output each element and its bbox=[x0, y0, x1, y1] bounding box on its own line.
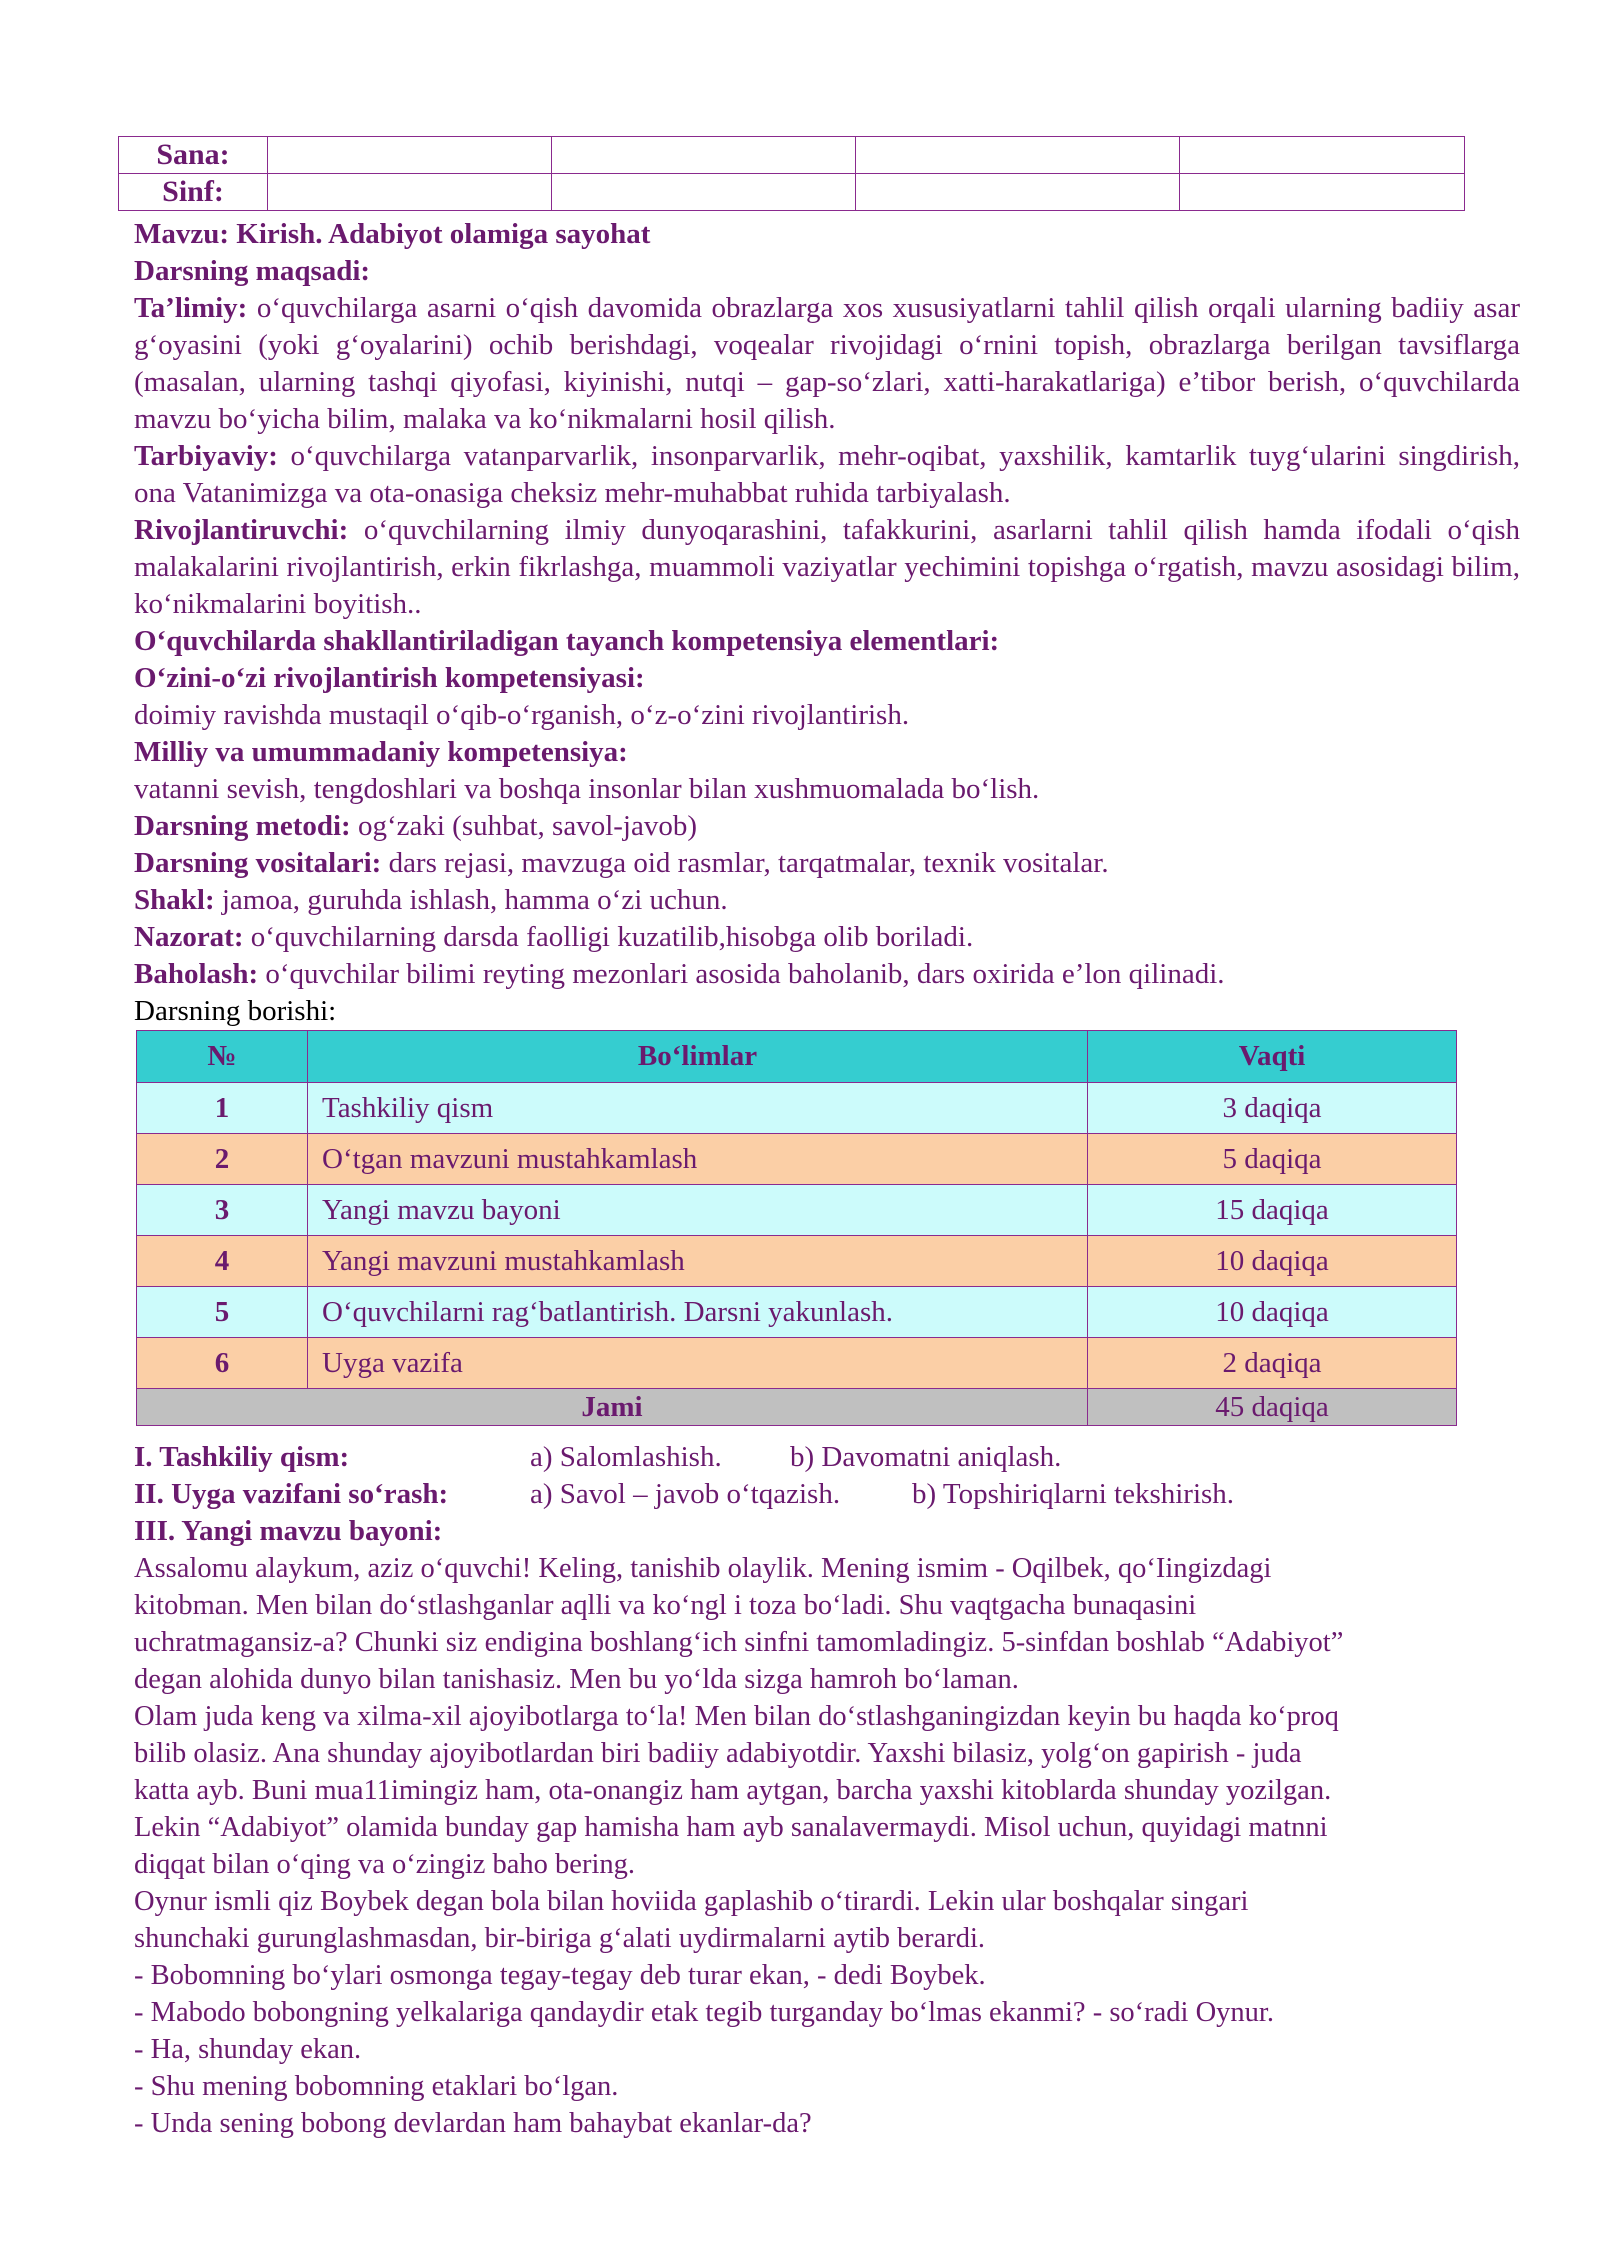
section-1-b: b) Davomatni aniqlash. bbox=[790, 1441, 1062, 1473]
section-1-label: I. Tashkiliy qism: bbox=[134, 1441, 350, 1473]
row-time: 10 daqiqa bbox=[1088, 1287, 1457, 1338]
body-line: uchratmagansiz-a? Chunki siz endigina boshlang‘ich sinfni tamomladingiz. 5-sinfdan boshlab “Adabiyot” bbox=[134, 1627, 1344, 1658]
table-row bbox=[137, 1185, 1457, 1236]
row-section: Tashkiliy qism bbox=[308, 1083, 1088, 1134]
lesson-topic bbox=[134, 216, 1520, 253]
goal-rivojlantiruvchi bbox=[134, 512, 1520, 623]
body-line: Assalomu alaykum, aziz o‘quvchi! Keling, tanishib olaylik. Mening ismim - Oqilbek, qo‘Iingizdagi bbox=[134, 1553, 1272, 1584]
row-number: 3 bbox=[137, 1185, 308, 1236]
sana-cell bbox=[1180, 137, 1465, 174]
body-line: diqqat bilan o‘qing va o‘zingiz baho bering. bbox=[134, 1849, 635, 1880]
competency-national-text bbox=[134, 771, 1520, 808]
schedule-total-row bbox=[137, 1389, 1457, 1426]
method-line bbox=[134, 808, 1520, 845]
competency-national bbox=[134, 734, 1520, 771]
table-row bbox=[137, 1134, 1457, 1185]
form-label: Shakl: bbox=[134, 884, 215, 916]
body-line: Olam juda keng va xilma-xil ajoyibotlarga to‘la! Men bilan do‘stlashganingizdan keyin bu haqda ko‘proq bbox=[134, 1701, 1339, 1732]
sinf-cell bbox=[856, 174, 1180, 211]
body-line: - Shu mening bobomning etaklari bo‘lgan. bbox=[134, 2071, 619, 2102]
goals-label: Darsning maqsadi: bbox=[134, 255, 371, 287]
method-text: og‘zaki (suhbat, savol-javob) bbox=[350, 810, 697, 842]
section-1-a: a) Salomlashish. bbox=[530, 1441, 722, 1473]
lesson-schedule-table bbox=[136, 1030, 1457, 1426]
row-section: Uyga vazifa bbox=[308, 1338, 1088, 1389]
section-2-b: b) Topshiriqlarni tekshirish. bbox=[912, 1478, 1235, 1510]
control-line bbox=[134, 919, 1520, 956]
form-line bbox=[134, 882, 1520, 919]
goal-tarbiyaviy bbox=[134, 438, 1520, 512]
body-text bbox=[134, 1550, 1520, 2142]
row-section: O‘quvchilarni rag‘batlantirish. Darsni yakunlash. bbox=[308, 1287, 1088, 1338]
row-number: 5 bbox=[137, 1287, 308, 1338]
row-section: Yangi mavzu bayoni bbox=[308, 1185, 1088, 1236]
sinf-label: Sinf: bbox=[119, 174, 268, 211]
tools-line bbox=[134, 845, 1520, 882]
section-3 bbox=[134, 1513, 1520, 1550]
sinf-cell bbox=[268, 174, 552, 211]
sana-cell bbox=[268, 137, 552, 174]
row-number: 1 bbox=[137, 1083, 308, 1134]
grading-label: Baholash: bbox=[134, 958, 259, 990]
schedule-header-row bbox=[137, 1031, 1457, 1083]
body-line: - Bobomning bo‘ylari osmonga tegay-tegay deb turar ekan, - dedi Boybek. bbox=[134, 1960, 986, 1991]
body-line: Oynur ismli qiz Boybek degan bola bilan hoviida gaplashib o‘tirardi. Lekin ular boshqalar singari bbox=[134, 1886, 1249, 1917]
lesson-flow-label: Darsning borishi: bbox=[134, 995, 337, 1027]
grading-line bbox=[134, 956, 1520, 993]
body-line: Lekin “Adabiyot” olamida bunday gap hamisha ham ayb sanalavermaydi. Misol uchun, quyidagi matnni bbox=[134, 1812, 1328, 1843]
sana-label: Sana: bbox=[119, 137, 268, 174]
talimiy-text: o‘quvchilarga asarni o‘qish davomida obrazlarga xos xususiyatlarni tahlil qilish orqali ularning badiiy asar g‘oyasini (yoki g‘oyalarini) ochib berishdagi, voqealar rivojidagi o‘rnini topish, obrazlarga berilgan tavsiflarga (masalan, ularning tashqi qiyofasi, kiyinishi, nutqi – gap-so‘zlari, xatti-harakatlariga) e’tibor berish, o‘quvchilarda mavzu bo‘yicha bilim, malaka va ko‘nikmalarni hosil qilish. bbox=[134, 292, 1520, 435]
talimiy-label: Ta’limiy: bbox=[134, 292, 248, 324]
competency-self-text bbox=[134, 697, 1520, 734]
sinf-cell bbox=[552, 174, 856, 211]
competency-title-text: O‘quvchilarda shakllantiriladigan tayanch kompetensiya elementlari: bbox=[134, 625, 1000, 657]
control-label: Nazorat: bbox=[134, 921, 244, 953]
section-1 bbox=[134, 1439, 1520, 1476]
competency-national-label: Milliy va umummadaniy kompetensiya: bbox=[134, 736, 628, 768]
col-header-number: № bbox=[137, 1031, 308, 1083]
header-table bbox=[118, 136, 1465, 211]
total-time: 45 daqiqa bbox=[1088, 1389, 1457, 1426]
tarbiyaviy-label: Tarbiyaviy: bbox=[134, 440, 278, 472]
competency-self-label: O‘zini-o‘zi rivojlantirish kompetensiyasi: bbox=[134, 662, 645, 694]
competency-national-desc: vatanni sevish, tengdoshlari va boshqa insonlar bilan xushmuomalada bo‘lish. bbox=[134, 773, 1040, 805]
section-3-label: III. Yangi mavzu bayoni: bbox=[134, 1515, 443, 1547]
table-row bbox=[137, 1287, 1457, 1338]
topic-title: Mavzu: Kirish. Adabiyot olamiga sayohat bbox=[134, 218, 651, 250]
grading-text: o‘quvchilar bilimi reyting mezonlari asosida baholanib, dars oxirida e’lon qilinadi. bbox=[258, 958, 1225, 990]
rivoj-label: Rivojlantiruvchi: bbox=[134, 514, 349, 546]
total-label: Jami bbox=[137, 1389, 1088, 1426]
table-row bbox=[137, 1083, 1457, 1134]
body-line: - Ha, shunday ekan. bbox=[134, 2034, 362, 2065]
section-2-label: II. Uyga vazifani so‘rash: bbox=[134, 1478, 449, 1510]
sinf-cell bbox=[1180, 174, 1465, 211]
row-section: Yangi mavzuni mustahkamlash bbox=[308, 1236, 1088, 1287]
sana-row bbox=[119, 137, 1465, 174]
competency-title bbox=[134, 623, 1520, 660]
section-2-a: a) Savol – javob o‘tqazish. bbox=[530, 1478, 841, 1510]
row-section: O‘tgan mavzuni mustahkamlash bbox=[308, 1134, 1088, 1185]
tools-text: dars rejasi, mavzuga oid rasmlar, tarqatmalar, texnik vositalar. bbox=[381, 847, 1109, 879]
body-line: shunchaki gurunglashmasdan, bir-biriga g‘alati uydirmalarni aytib berardi. bbox=[134, 1923, 986, 1954]
competency-self bbox=[134, 660, 1520, 697]
sinf-row bbox=[119, 174, 1465, 211]
table-row bbox=[137, 1236, 1457, 1287]
lesson-flow-heading bbox=[134, 993, 1520, 1030]
body-line: - Unda sening bobong devlardan ham bahaybat ekanlar-da? bbox=[134, 2108, 812, 2139]
col-header-sections: Bo‘limlar bbox=[308, 1031, 1088, 1083]
body-line: kitobman. Men bilan do‘stlashganlar aqlli va ko‘ngl i toza bo‘ladi. Shu vaqtgacha bunaqasini bbox=[134, 1590, 1197, 1621]
tools-label: Darsning vositalari: bbox=[134, 847, 382, 879]
body-line: katta ayb. Buni mua11imingiz ham, ota-onangiz ham aytgan, barcha yaxshi kitoblarda shunday yozilgan. bbox=[134, 1775, 1332, 1806]
row-number: 6 bbox=[137, 1338, 308, 1389]
control-text: o‘quvchilarning darsda faolligi kuzatilib,hisobga olib boriladi. bbox=[243, 921, 974, 953]
form-text: jamoa, guruhda ishlash, hamma o‘zi uchun. bbox=[214, 884, 728, 916]
row-time: 10 daqiqa bbox=[1088, 1236, 1457, 1287]
body-line: bilib olasiz. Ana shunday ajoyibotlardan biri badiiy adabiyotdir. Yaxshi bilasiz, yolg‘on gapirish - juda bbox=[134, 1738, 1302, 1769]
col-header-time: Vaqti bbox=[1088, 1031, 1457, 1083]
row-time: 2 daqiqa bbox=[1088, 1338, 1457, 1389]
row-number: 4 bbox=[137, 1236, 308, 1287]
rivoj-text: o‘quvchilarning ilmiy dunyoqarashini, tafakkurini, asarlarni tahlil qilish hamda ifodali o‘qish malakalarini rivojlantirish, erkin fikrlashga, muammoli vaziyatlar yechimini topishga o‘rgatish, mavzu asosidagi bilim, ko‘nikmalarini boyitish.. bbox=[134, 514, 1520, 620]
competency-self-desc: doimiy ravishda mustaqil o‘qib-o‘rganish, o‘z-o‘zini rivojlantirish. bbox=[134, 699, 910, 731]
goal-talimiy bbox=[134, 290, 1520, 438]
body-line: - Mabodo bobongning yelkalariga qandaydir etak tegib turganday bo‘lmas ekanmi? - so‘radi Oynur. bbox=[134, 1997, 1274, 2028]
sana-cell bbox=[856, 137, 1180, 174]
row-number: 2 bbox=[137, 1134, 308, 1185]
table-row bbox=[137, 1338, 1457, 1389]
body-line: degan alohida dunyo bilan tanishasiz. Men bu yo‘lda sizga hamroh bo‘laman. bbox=[134, 1664, 1019, 1695]
section-2 bbox=[134, 1476, 1520, 1513]
row-time: 15 daqiqa bbox=[1088, 1185, 1457, 1236]
row-time: 3 daqiqa bbox=[1088, 1083, 1457, 1134]
method-label: Darsning metodi: bbox=[134, 810, 351, 842]
tarbiyaviy-text: o‘quvchilarga vatanparvarlik, insonparvarlik, mehr-oqibat, yaxshilik, kamtarlik tuyg‘ularini singdirish, ona Vatanimizga va ota-onasiga cheksiz mehr-muhabbat ruhida tarbiyalash. bbox=[134, 440, 1520, 509]
goals-heading bbox=[134, 253, 1520, 290]
row-time: 5 daqiqa bbox=[1088, 1134, 1457, 1185]
sana-cell bbox=[552, 137, 856, 174]
